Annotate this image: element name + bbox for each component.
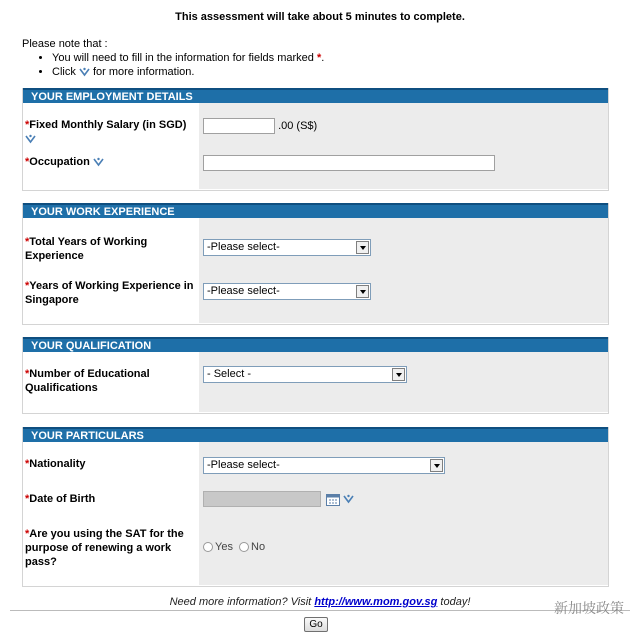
salary-input[interactable] — [203, 118, 275, 134]
employment-header: YOUR EMPLOYMENT DETAILS — [23, 88, 608, 103]
salary-label: *Fixed Monthly Salary (in SGD) — [25, 118, 197, 146]
calendar-icon[interactable] — [326, 493, 340, 506]
note-block — [22, 37, 324, 79]
salary-info-icon[interactable] — [25, 134, 36, 144]
qualification-section — [22, 337, 609, 414]
sat-yes-radio[interactable] — [203, 542, 213, 552]
chevron-down-icon[interactable] — [356, 285, 369, 298]
qualification-label: *Number of Educational Qualifications — [25, 368, 150, 394]
sat-label: *Are you using the SAT for the purpose of renewing a work pass? — [25, 528, 184, 568]
chevron-down-icon[interactable] — [392, 368, 405, 381]
chevron-down-icon[interactable] — [430, 459, 443, 472]
note-item-required: • You will need to fill in the information for fields marked *. — [52, 51, 324, 65]
total-experience-label: *Total Years of Working Experience — [25, 236, 148, 262]
mom-link[interactable]: http://www.mom.gov.sg — [314, 596, 438, 608]
watermark: 新加坡政策 — [554, 600, 624, 616]
go-button[interactable]: Go — [304, 617, 328, 632]
qualification-header: YOUR QUALIFICATION — [23, 337, 608, 352]
note-list — [22, 51, 324, 79]
experience-header: YOUR WORK EXPERIENCE — [23, 203, 608, 218]
sat-no-label: No — [251, 541, 266, 553]
sg-experience-label: *Years of Working Experience in Singapore — [25, 280, 194, 306]
qualification-select[interactable]: - Select - — [203, 366, 407, 383]
dob-input[interactable] — [203, 491, 321, 507]
required-marker: * — [316, 52, 322, 64]
sat-yes-label: Yes — [215, 541, 233, 553]
salary-suffix: .00 (S$) — [278, 120, 318, 132]
nationality-label: *Nationality — [25, 458, 86, 470]
employment-section — [22, 88, 609, 191]
note-item-info: • Click for more information. — [52, 65, 324, 79]
info-icon — [79, 67, 90, 77]
occupation-input[interactable] — [203, 155, 495, 171]
occupation-info-icon[interactable] — [93, 157, 104, 167]
chevron-down-icon[interactable] — [356, 241, 369, 254]
particulars-header: YOUR PARTICULARS — [23, 427, 608, 442]
nationality-select[interactable]: -Please select- — [203, 457, 445, 474]
sg-experience-select[interactable]: -Please select- — [203, 283, 371, 300]
experience-section — [22, 203, 609, 325]
dob-label: *Date of Birth — [25, 493, 96, 505]
total-experience-select[interactable]: -Please select- — [203, 239, 371, 256]
sat-no-radio[interactable] — [239, 542, 249, 552]
footer-text: Need more information? Visit http://www.mom.gov.sg today! — [169, 596, 471, 608]
particulars-section — [22, 427, 609, 587]
divider — [10, 610, 630, 611]
intro-text: This assessment will take about 5 minutes to complete. — [175, 11, 465, 23]
occupation-label: *Occupation — [25, 155, 197, 169]
note-heading: Please note that : — [22, 38, 108, 50]
dob-info-icon[interactable] — [343, 494, 354, 504]
